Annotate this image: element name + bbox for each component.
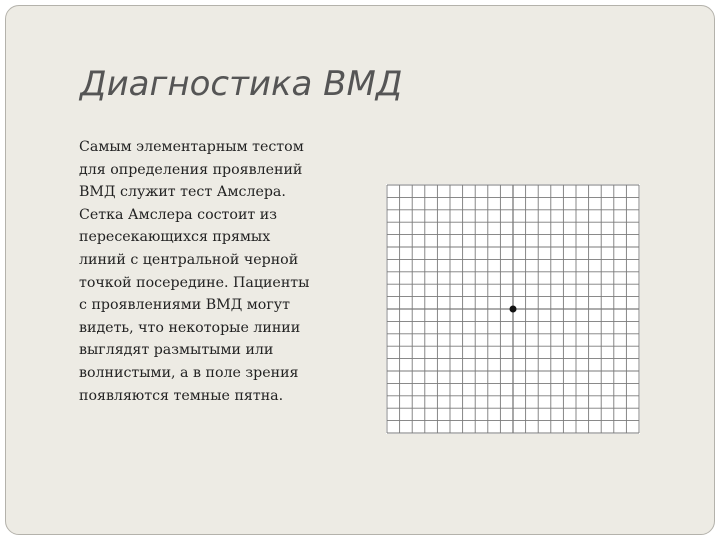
body-line: для определения проявлений [79,161,303,178]
body-line: Сетка Амслера состоит из [79,206,277,223]
body-line: линий с центральной черной [79,251,299,268]
body-paragraph [79,136,369,407]
body-line: пересекающихся прямых [79,229,271,246]
body-line: ВМД служит тест Амслера. [79,184,286,201]
body-line: Самым элементарным тестом [79,139,304,155]
slide-title: Диагностика ВМД [80,64,403,104]
body-line: появляются темные пятна. [79,387,284,404]
body-line: видеть, что некоторые линии [79,319,301,336]
slide [5,5,715,535]
amsler-grid-image [386,184,640,434]
body-line: с проявлениями ВМД могут [79,297,290,314]
amsler-grid [386,184,640,434]
body-line: волнистыми, а в поле зрения [79,364,299,381]
body-line: выглядят размытыми или [79,342,274,359]
central-fixation-dot [510,306,517,313]
body-line: точкой посередине. Пациенты [79,274,310,291]
